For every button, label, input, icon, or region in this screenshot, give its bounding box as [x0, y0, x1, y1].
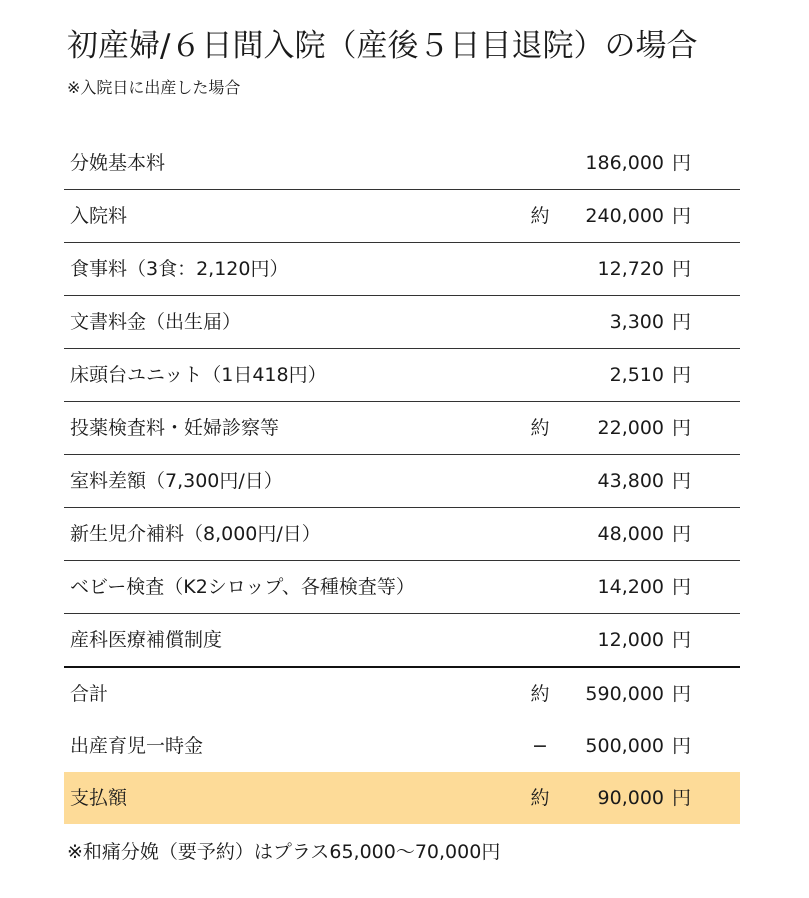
- item-label: 床頭台ユニット（1日418円）: [70, 364, 327, 386]
- item-label: 入院料: [70, 205, 128, 227]
- item-label: 産科医療補償制度: [70, 629, 223, 651]
- item-amount: 2,510: [609, 364, 664, 386]
- page-subtitle: ※入院日に出産した場合: [67, 78, 241, 97]
- table-row: [64, 243, 740, 296]
- item-unit: 円: [672, 523, 692, 545]
- item-amount: 14,200: [597, 576, 664, 598]
- item-amount: 3,300: [609, 311, 664, 333]
- total-label: 合計: [70, 683, 109, 705]
- payment-amount: 90,000: [597, 787, 664, 809]
- item-amount: 48,000: [597, 523, 664, 545]
- item-prefix: 約: [530, 205, 550, 227]
- table-row: [64, 561, 740, 614]
- total-unit: 円: [672, 683, 692, 705]
- lump-sum-amount: 500,000: [585, 735, 664, 757]
- item-unit: 円: [672, 311, 692, 333]
- item-amount: 12,720: [597, 258, 664, 280]
- item-amount: 186,000: [585, 152, 664, 174]
- item-label: ベビー検査（K2シロップ、各種検査等）: [70, 576, 415, 598]
- payment-row: [64, 772, 740, 824]
- table-row: [64, 137, 740, 190]
- item-unit: 円: [672, 205, 692, 227]
- total-prefix: 約: [530, 683, 550, 705]
- table-row: [64, 349, 740, 402]
- item-prefix: 約: [530, 417, 550, 439]
- page-title: 初産婦/６日間入院（産後５日目退院）の場合: [67, 28, 698, 64]
- table-row: [64, 402, 740, 455]
- payment-unit: 円: [672, 787, 692, 809]
- table-row: [64, 296, 740, 349]
- total-row: [64, 668, 740, 720]
- item-amount: 22,000: [597, 417, 664, 439]
- item-unit: 円: [672, 152, 692, 174]
- item-label: 新生児介補料（8,000円/日）: [70, 523, 321, 545]
- item-label: 文書料金（出生届）: [70, 311, 242, 333]
- payment-label: 支払額: [70, 787, 128, 809]
- item-amount: 43,800: [597, 470, 664, 492]
- lump-sum-prefix: −: [532, 735, 548, 757]
- item-unit: 円: [672, 417, 692, 439]
- lump-sum-unit: 円: [672, 735, 692, 757]
- item-unit: 円: [672, 576, 692, 598]
- lump-sum-label: 出産育児一時金: [70, 735, 204, 757]
- item-unit: 円: [672, 258, 692, 280]
- lump-sum-row: [64, 720, 740, 772]
- item-amount: 12,000: [597, 629, 664, 651]
- table-row: [64, 190, 740, 243]
- total-amount: 590,000: [585, 683, 664, 705]
- table-row: [64, 614, 740, 668]
- item-unit: 円: [672, 470, 692, 492]
- item-label: 室料差額（7,300円/日）: [70, 470, 283, 492]
- cost-table: [64, 137, 740, 824]
- table-row: [64, 508, 740, 561]
- item-unit: 円: [672, 629, 692, 651]
- payment-prefix: 約: [530, 787, 550, 809]
- item-label: 分娩基本料: [70, 152, 166, 174]
- item-label: 食事料（3食：2,120円）: [70, 258, 289, 280]
- footnote: ※和痛分娩（要予約）はプラス65,000～70,000円: [67, 841, 501, 863]
- table-row: [64, 455, 740, 508]
- item-unit: 円: [672, 364, 692, 386]
- item-label: 投薬検査料・妊婦診察等: [70, 417, 280, 439]
- item-amount: 240,000: [585, 205, 664, 227]
